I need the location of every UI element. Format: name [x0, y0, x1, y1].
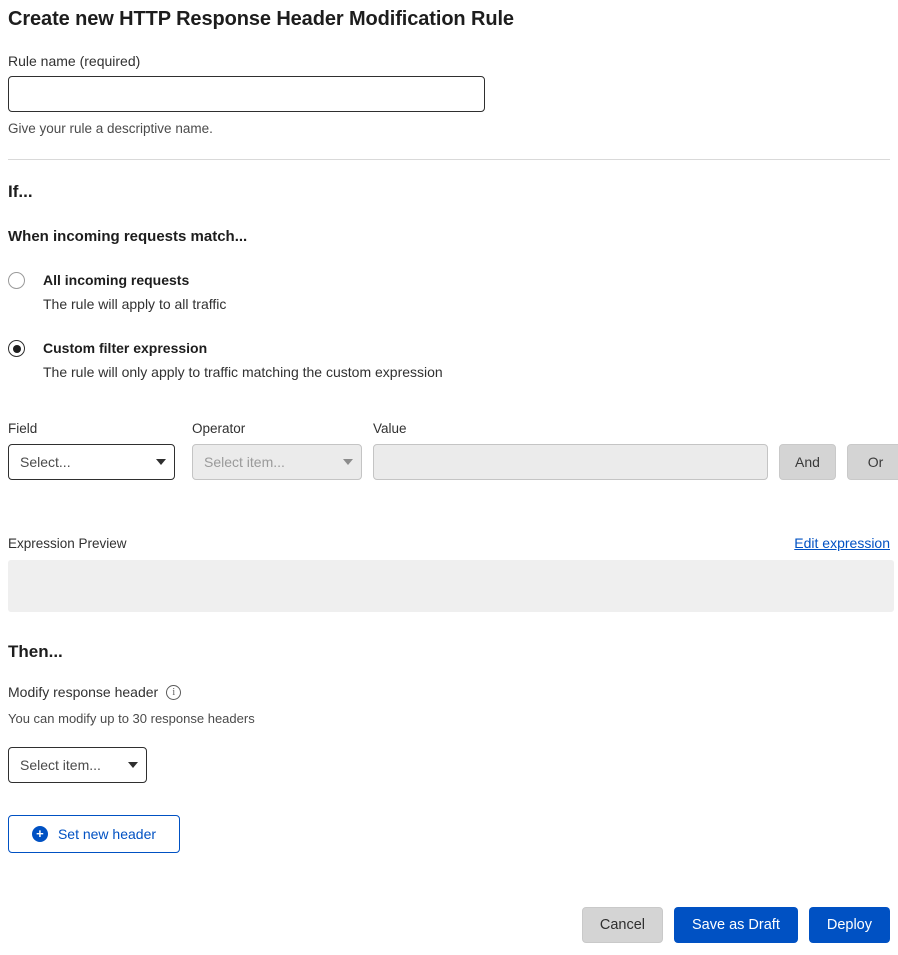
or-button[interactable]: Or [847, 444, 898, 480]
rule-name-input[interactable] [8, 76, 485, 112]
header-action-select[interactable] [8, 747, 147, 783]
modify-response-header-row [8, 684, 890, 700]
set-new-header-button[interactable] [8, 815, 180, 853]
radio-desc-custom-filter: The rule will only apply to traffic matching the custom expression [43, 364, 443, 380]
operator-select-value: Select item... [204, 454, 285, 470]
chevron-down-icon [343, 459, 353, 465]
create-rule-page [0, 8, 898, 955]
set-new-header-label: Set new header [57, 826, 157, 842]
field-select-value: Select... [20, 454, 71, 470]
value-label: Value [373, 421, 407, 436]
operator-column [192, 421, 362, 480]
if-section-title: If... [8, 182, 33, 201]
radio-title-custom-filter: Custom filter expression [43, 340, 208, 356]
chevron-down-icon [128, 762, 138, 768]
field-column [8, 421, 175, 480]
if-section-subtitle: When incoming requests match... [8, 228, 248, 245]
field-label: Field [8, 421, 38, 436]
filter-expression-builder [8, 421, 890, 480]
expression-preview-header [8, 535, 890, 551]
modify-response-header-help: You can modify up to 30 response headers [8, 711, 255, 726]
cancel-button[interactable]: Cancel [582, 907, 663, 943]
value-input[interactable] [373, 444, 768, 480]
radio-option-custom-filter[interactable] [8, 339, 890, 381]
modify-response-header-label: Modify response header [8, 684, 159, 700]
operator-label: Operator [192, 421, 246, 436]
footer-actions [582, 907, 890, 943]
rule-name-label: Rule name (required) [8, 53, 141, 69]
value-column [373, 421, 768, 480]
page-title: Create new HTTP Response Header Modification Rule [8, 8, 514, 30]
radio-icon-all-requests[interactable] [8, 272, 25, 289]
expression-preview-box [8, 560, 894, 612]
field-select[interactable] [8, 444, 175, 480]
radio-desc-all-requests: The rule will apply to all traffic [43, 296, 227, 312]
radio-icon-custom-filter[interactable] [8, 340, 25, 357]
then-section-title: Then... [8, 642, 63, 661]
expression-preview-label: Expression Preview [8, 536, 127, 551]
save-as-draft-button[interactable]: Save as Draft [674, 907, 798, 943]
header-action-select-value: Select item... [20, 757, 101, 773]
operator-select[interactable] [192, 444, 362, 480]
edit-expression-link[interactable]: Edit expression [794, 535, 890, 551]
radio-title-all-requests: All incoming requests [43, 272, 190, 288]
plus-icon: + [32, 826, 48, 842]
deploy-button[interactable]: Deploy [809, 907, 890, 943]
rule-name-help: Give your rule a descriptive name. [8, 121, 213, 136]
section-divider [8, 159, 890, 160]
info-icon[interactable]: i [166, 685, 181, 700]
and-button[interactable]: And [779, 444, 836, 480]
radio-option-all-requests[interactable] [8, 271, 890, 313]
chevron-down-icon [156, 459, 166, 465]
